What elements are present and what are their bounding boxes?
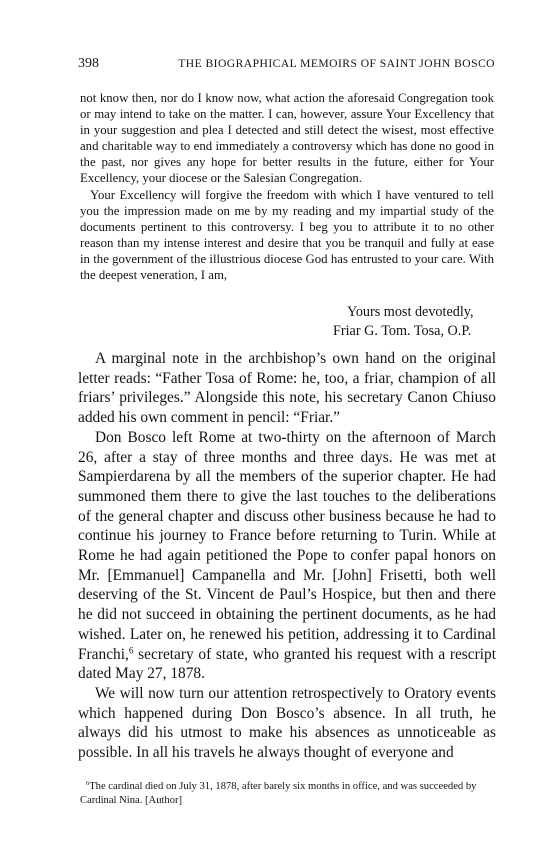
- page-number: 398: [78, 56, 99, 71]
- narrative-text: [78, 349, 496, 763]
- narrative-paragraph-2-part-b: secretary of state, who granted his request with a rescript dated May 27, 1878.: [78, 645, 496, 683]
- running-header: [78, 56, 495, 72]
- footnote: [80, 780, 494, 808]
- footnote-reference: 6: [128, 645, 134, 656]
- narrative-paragraph-1: A marginal note in the archbishop’s own hand on the original letter reads: “Father Tosa of Rome: he, too, a friar, champion of all friars’ privileges.” Alongside this note, his secretary Canon Chiuso added his own comment in pencil: “Friar.”: [78, 350, 496, 427]
- letter-signature: Friar G. Tom. Tosa, O.P.: [333, 323, 472, 339]
- letter-paragraph-2: Your Excellency will forgive the freedom with which I have ventured to tell you the impression made on me by my reading and my impartial study of the documents pertinent to this controversy. I beg you to attribute it to no other reason than my intense interest and desire that you be tranquil and fully at ease in the government of the illustrious diocese God has entrusted to your care. With the deepest veneration, I am,: [80, 187, 494, 283]
- letter-paragraph-1: not know then, nor do I know now, what action the aforesaid Congregation took or may intend to take on the matter. I can, however, assure Your Excellency that in your suggestion and plea I detected and still detect the wisest, most effective and charitable way to end immediately a controversy which has done no good in the past, nor gives any hope for better results in the future, either for Your Excellency, your diocese or the Salesian Congregation.: [80, 91, 494, 186]
- quoted-letter: [80, 90, 494, 283]
- footnote-mark: 6: [86, 780, 90, 788]
- running-title: THE BIOGRAPHICAL MEMOIRS OF SAINT JOHN BOSCO: [178, 57, 495, 70]
- footnote-text: The cardinal died on July 31, 1878, after barely six months in office, and was succeeded by Cardinal Nina. [Author]: [80, 781, 477, 806]
- narrative-paragraph-3: We will now turn our attention retrospectively to Oratory events which happened during Don Bosco’s absence. In all truth, he always did his utmost to make his absences as unnoticeable as possible. In all his travels he always thought of everyone and: [78, 684, 496, 762]
- narrative-paragraph-2: [78, 428, 496, 684]
- narrative-paragraph-2-part-a: Don Bosco left Rome at two-thirty on the afternoon of March 26, after a stay of three months and three days. He was met at Sampierdarena by all the members of the superior chapter. He had summoned them there to give the last touches to the deliberations of the general chapter and discuss other business because he had to continue his journey to France before returning to Turin. While at Rome he had again petitioned the Pope to confer papal honors on Mr. [Emmanuel] Campanella and Mr. [John] Frisetti, both well deserving of the St. Vincent de Paul’s Hospice, but then and there he did not succeed in obtaining the pertinent documents, as he had wished. Later on, he renewed his petition, addressing it to Cardinal Franchi,: [78, 428, 496, 663]
- letter-closing: Yours most devotedly,: [347, 304, 474, 320]
